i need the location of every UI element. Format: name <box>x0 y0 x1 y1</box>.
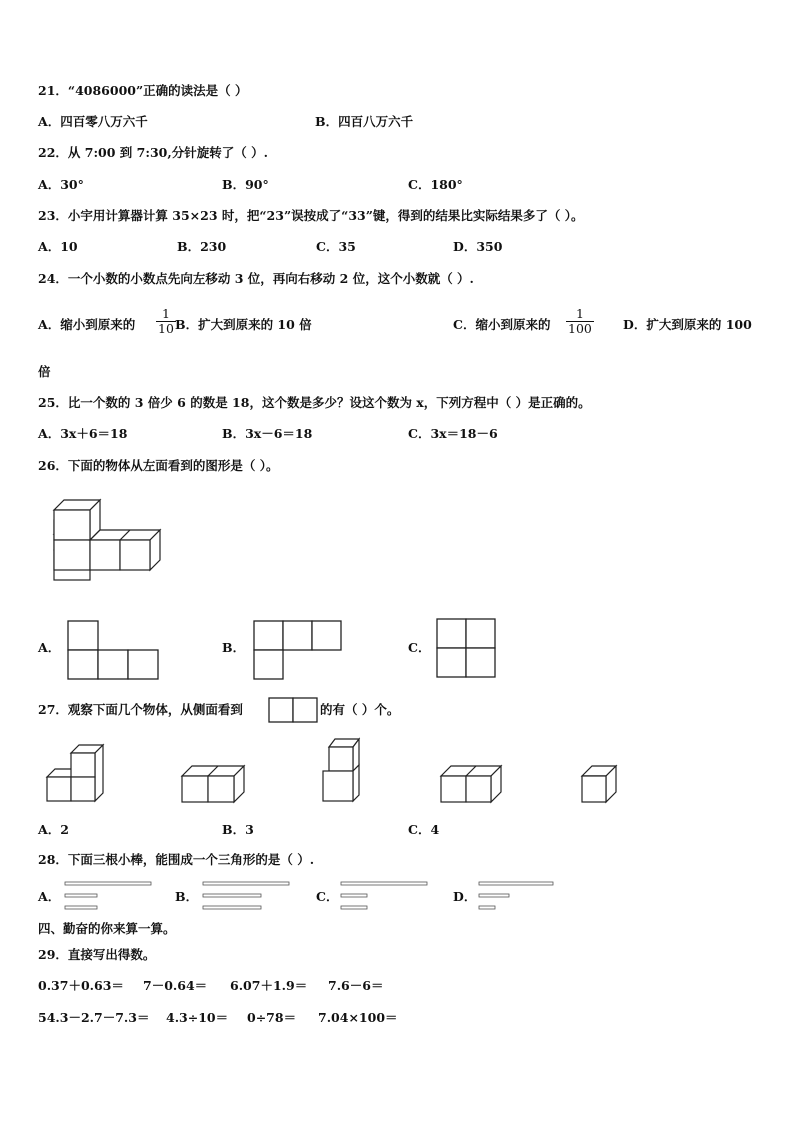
q29-row2-item4: 7.04×100＝ <box>318 1010 398 1025</box>
q24-fraction-a <box>156 307 176 336</box>
q27-object-2 <box>180 762 248 804</box>
q26-option-a: A． <box>38 640 61 655</box>
q27-object-4 <box>439 762 505 804</box>
q25-option-a: A．3x＋6＝18 <box>38 426 128 441</box>
q28-option-a-sticks <box>64 880 154 914</box>
q28-option-d: D． <box>453 889 477 904</box>
q28-option-c: C． <box>316 889 339 904</box>
q29-row2-item1: 54.3－2.7－7.3＝ <box>38 1010 150 1025</box>
q29-row1-item2: 7－0.64＝ <box>143 978 208 993</box>
q26-stem: 26．下面的物体从左面看到的图形是（ ）。 <box>38 458 279 473</box>
q29-row1-item3: 6.07＋1.9＝ <box>230 978 308 993</box>
q26-cube-figure <box>50 490 170 585</box>
q28-option-c-sticks <box>340 880 430 914</box>
fraction-denominator: 10 <box>158 321 174 336</box>
q26-option-a-figure <box>67 620 159 680</box>
q27-stem-prefix: 27．观察下面几个物体，从侧面看到 <box>38 702 243 717</box>
q29-row2-item3: 0÷78＝ <box>247 1010 297 1025</box>
q27-option-b: B．3 <box>222 822 254 837</box>
q27-object-1 <box>45 743 105 805</box>
q26-option-c-figure <box>436 618 496 678</box>
q23-option-b: B．230 <box>177 239 227 254</box>
q24-fraction-c <box>566 307 594 336</box>
fraction-denominator: 100 <box>568 321 592 336</box>
q29-row1-item1: 0.37＋0.63＝ <box>38 978 124 993</box>
q28-option-b: B． <box>175 889 199 904</box>
q22-option-a: A．30° <box>38 177 84 192</box>
q25-option-b: B．3x－6＝18 <box>222 426 313 441</box>
q22-stem: 22．从 7:00 到 7:30,分针旋转了（ ）. <box>38 145 268 160</box>
q23-option-c: C．35 <box>316 239 356 254</box>
q24-option-d-continued: 倍 <box>38 364 51 379</box>
q22-option-b: B．90° <box>222 177 269 192</box>
q21-option-a: A．四百零八万六千 <box>38 114 148 129</box>
q28-option-d-sticks <box>478 880 558 914</box>
q28-stem: 28．下面三根小棒，能围成一个三角形的是（ ）. <box>38 852 315 867</box>
q25-stem: 25．比一个数的 3 倍少 6 的数是 18，这个数是多少？设这个数为 x，下列方程中（ ）是正确的。 <box>38 395 591 410</box>
q26-option-b-figure <box>253 620 343 680</box>
q26-option-b: B． <box>222 640 246 655</box>
q29-row2-item2: 4.3÷10＝ <box>166 1010 229 1025</box>
q23-option-a: A．10 <box>38 239 78 254</box>
q27-side-view-figure <box>268 697 318 723</box>
q27-object-3 <box>321 737 363 805</box>
q24-stem: 24．一个小数的小数点先向左移动 3 位，再向右移动 2 位，这个小数就（ ）. <box>38 271 474 286</box>
q27-option-c: C．4 <box>408 822 440 837</box>
q24-option-b: B．扩大到原来的 10 倍 <box>175 317 312 332</box>
q27-object-5 <box>580 762 620 804</box>
q21-stem: 21．“4086000”正确的读法是（ ） <box>38 83 248 98</box>
q29-row1-item4: 7.6－6＝ <box>328 978 384 993</box>
section-4-heading: 四、勤奋的你来算一算。 <box>38 921 176 936</box>
q28-option-b-sticks <box>202 880 292 914</box>
fraction-numerator: 1 <box>161 306 170 321</box>
q24-option-d: D．扩大到原来的 100 <box>623 317 752 332</box>
q26-option-c: C． <box>408 640 431 655</box>
q24-option-c: C．缩小到原来的 <box>453 317 551 332</box>
q28-option-a: A． <box>38 889 61 904</box>
q25-option-c: C．3x＝18－6 <box>408 426 498 441</box>
q23-option-d: D．350 <box>453 239 503 254</box>
q27-stem-suffix: 的有（ ）个。 <box>320 702 400 717</box>
q24-option-a: A．缩小到原来的 <box>38 317 136 332</box>
q22-option-c: C．180° <box>408 177 463 192</box>
q29-stem: 29．直接写出得数。 <box>38 947 156 962</box>
q27-option-a: A．2 <box>38 822 69 837</box>
q23-stem: 23．小宇用计算器计算 35×23 时，把“23”误按成了“33”键，得到的结果比实际结果多了（ ）。 <box>38 208 584 223</box>
q21-option-b: B．四百八万六千 <box>315 114 414 129</box>
fraction-numerator: 1 <box>575 306 584 321</box>
